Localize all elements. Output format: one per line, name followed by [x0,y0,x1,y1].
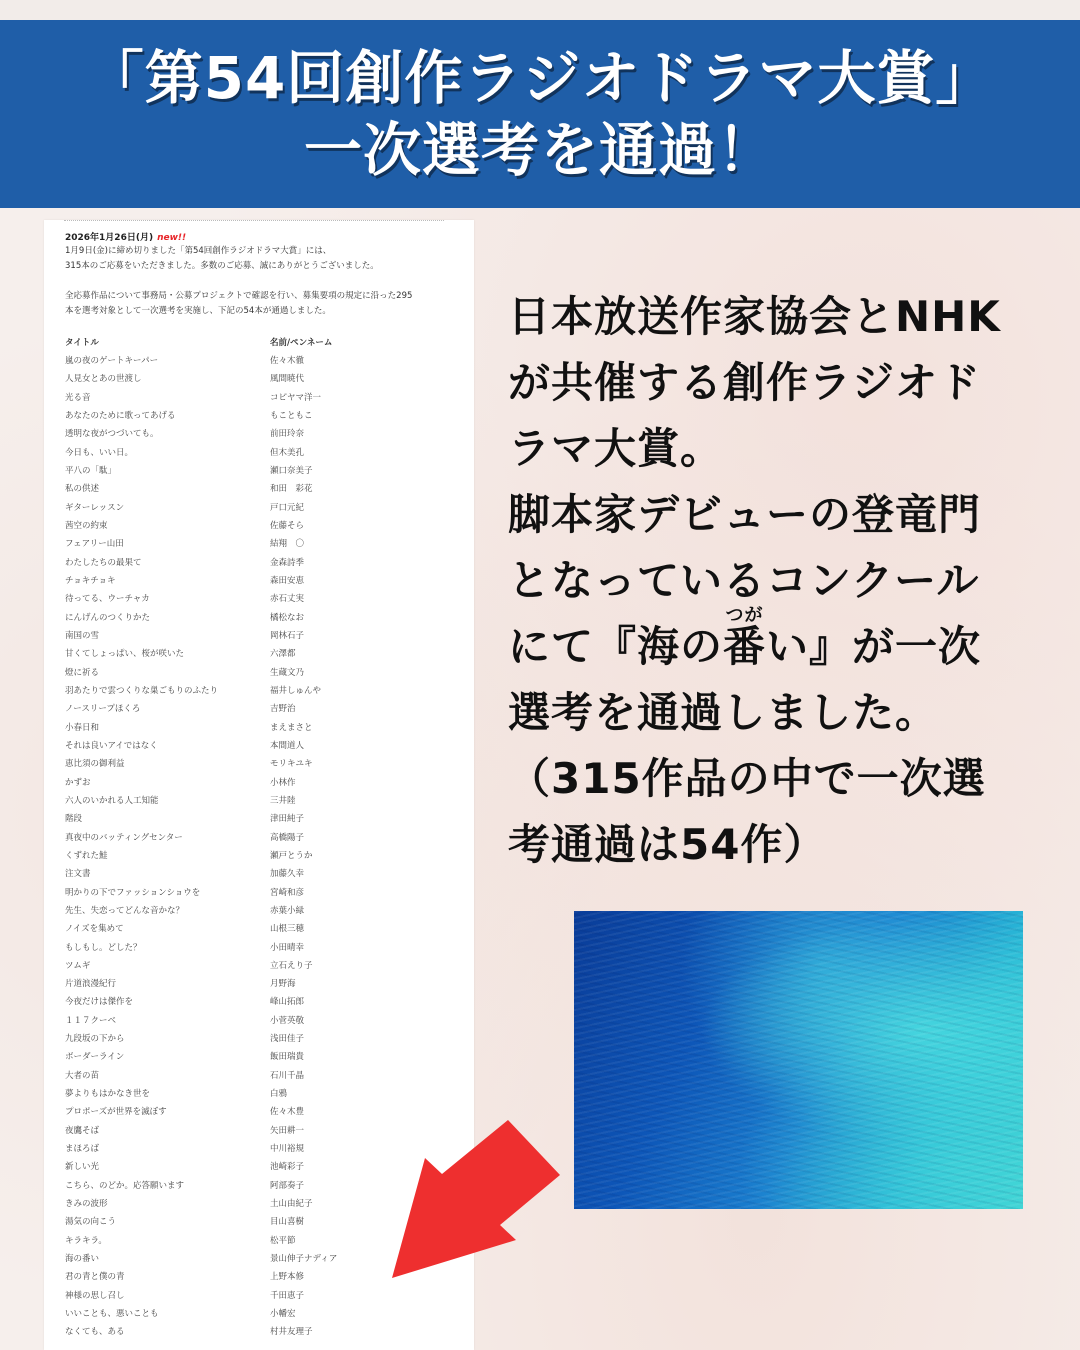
table-row [44,901,474,919]
table-row [44,919,474,937]
table-row [44,736,474,754]
table-row [44,1011,474,1029]
entry-author: コピヤマ洋一 [270,392,322,403]
entry-title: かずお [65,777,91,788]
table-row [44,608,474,626]
entry-author: 加藤久幸 [270,869,305,880]
entry-title: 今夜だけは傑作を [65,997,134,1008]
ruby-reading: つが [725,605,764,626]
entry-title: 人見女とあの世渡し [65,374,142,385]
entry-title: フェアリー山田 [65,539,124,550]
column-header-title: タイトル [65,338,99,348]
entry-author: 前田玲奈 [270,429,305,440]
entry-author: 村井友理子 [270,1327,313,1338]
entry-author: 中川裕規 [270,1144,305,1155]
entry-author: 上野本修 [270,1272,305,1283]
entry-author: 瀬口奈美子 [270,465,313,476]
entry-author: モリキユキ [270,759,313,770]
entry-author: 三井陸 [270,795,296,806]
description-line-1: 日本放送作家協会とNHK [508,292,1001,341]
entry-author: 峰山拓郎 [270,997,305,1008]
announcement-paragraph-1-line-2: 315本のご応募をいただきました。多数のご応募、誠にありがとうございました。 [65,261,379,271]
table-row [44,883,474,901]
entry-title: あなたのために歌ってあげる [65,410,176,421]
entry-title: 南国の雪 [65,630,100,641]
table-row [44,626,474,644]
table-row [44,553,474,571]
sea-photo-texture [574,911,1023,1209]
table-row [44,773,474,791]
description-text [508,284,1068,878]
announcement-paragraph-2-line-1: 全応募作品について事務局・公募プロジェクトで確認を行い、募集要項の規定に沿った295 [65,291,413,301]
entry-title: プロポーズが世界を滅ぼす [65,1107,167,1118]
entry-author: 岡林石子 [270,630,305,641]
table-row [44,828,474,846]
entry-title: 平八の「駄」 [65,465,117,476]
entry-title: 夜鷹そば [65,1125,100,1136]
table-row [44,424,474,442]
table-row [44,938,474,956]
entry-author: 松平節 [270,1235,296,1246]
entry-title: 透明な夜がつづいても。 [65,429,159,440]
entry-author: 石川千晶 [270,1070,305,1081]
entry-author: 阿部奏子 [270,1180,305,1191]
entry-author: 景山伸子ナディア [270,1254,338,1265]
entry-title: 階段 [65,814,83,825]
table-row [44,644,474,662]
entry-author: 六澤都 [270,649,296,660]
entry-title: 注文書 [65,869,91,880]
entry-title: 新しい光 [65,1162,100,1173]
announcement-date [65,230,186,243]
table-row [44,754,474,772]
description-line-6-end: い』が一次 [766,622,982,671]
entry-title: こちら、のどか。応答願います [65,1180,185,1191]
entry-title: 燈に祈る [65,667,100,678]
description-line-2: が共催する創作ラジオド [508,358,982,407]
entry-title: 真夜中のバッティングセンター [65,832,183,843]
document-divider [64,220,444,221]
entry-author: 和田 彩花 [270,484,313,495]
entry-author: 白鴉 [270,1089,288,1100]
entry-title: 明かりの下でファッションショウを [65,887,201,898]
entry-title: ボーダーライン [65,1052,125,1063]
entry-title: にんげんのつくりかた [65,612,151,623]
ruby-base: 番 [723,622,767,671]
entry-author: 目山喜樹 [270,1217,305,1228]
entry-author: 浅田佳子 [270,1034,305,1045]
entry-title: 海の番い [65,1254,100,1265]
entry-author: 風間暁代 [270,374,305,385]
entry-title: 先生、失恋ってどんな音かな？ [65,905,185,916]
banner-title-line-1: 「第54回創作ラジオドラマ大賞」 [85,44,995,112]
table-row [44,699,474,717]
description-line-6 [508,605,1068,680]
new-badge: new!! [157,233,187,243]
entry-author: 金森詩季 [270,557,305,568]
entry-author: 結翔 〇 [270,539,305,550]
announcement-date-text: 2026年1月26日(月) [65,233,154,243]
entry-title: まほろば [65,1144,100,1155]
entry-author: まえまさと [270,722,313,733]
entry-title: 茜空の約束 [65,520,108,531]
top-strip [0,0,1080,20]
table-row [44,791,474,809]
entry-author: 本間道人 [270,740,305,751]
table-row [44,809,474,827]
entry-author: 月野海 [270,979,296,990]
table-row [44,369,474,387]
table-row [44,956,474,974]
table-row [44,388,474,406]
description-line-9: 考通過は54作） [508,820,827,869]
table-row [44,479,474,497]
entry-title: 光る音 [65,392,91,403]
entry-title: わたしたちの最果て [65,557,142,568]
entry-title: 六人のいかれる人工知能 [65,795,159,806]
entry-title: くずれた鮭 [65,850,108,861]
description-line-8: （315作品の中で一次選 [508,754,986,803]
entry-title: チョキチョキ [65,575,116,586]
entry-title: 大者の苗 [65,1070,100,1081]
entry-author: 高橋陽子 [270,832,305,843]
entry-author: 但木美孔 [270,447,305,458]
table-row [44,461,474,479]
entry-author: 小幡宏 [270,1309,296,1320]
table-row [44,406,474,424]
entry-title: もしもし。どした？ [65,942,142,953]
ruby-word [723,605,767,680]
sea-photo [574,911,1023,1209]
table-row [44,663,474,681]
entry-author: 矢田耕一 [270,1125,305,1136]
table-row [44,1029,474,1047]
table-row [44,1047,474,1065]
entry-title: きみの波形 [65,1199,108,1210]
table-row [44,1084,474,1102]
entry-author: 生蔵文乃 [270,667,305,678]
entry-author: 佐々木豊 [270,1107,305,1118]
entry-author: 池崎彩子 [270,1162,305,1173]
description-line-5: となっているコンクール [508,556,980,605]
entry-author: 山根三穂 [270,924,305,935]
description-line-4: 脚本家デビューの登竜門 [508,490,982,539]
description-line-6-start: にて『海の [508,622,724,671]
entry-author: 立石えり子 [270,960,313,971]
table-row [44,498,474,516]
entry-title: ノースリープほくろ [65,704,141,715]
pointer-arrow-shape [392,1120,560,1278]
entry-title: 九段坂の下から [65,1034,125,1045]
table-row [44,1066,474,1084]
entry-title: １１７クーベ [65,1015,117,1026]
entry-author: 土山由紀子 [270,1199,313,1210]
entry-title: 嵐の夜のゲートキーパー [65,356,159,366]
announcement-paragraph-2-line-2: 本を選考対象として一次選考を実施し、下記の54本が通過しました。 [65,306,331,316]
table-row [44,974,474,992]
pointer-arrow-icon [380,1120,580,1290]
title-banner [0,20,1080,208]
entry-title: 片道浪漫紀行 [65,979,117,990]
entry-title: ノイズを集めて [65,924,124,935]
entry-title: 小春日和 [65,722,100,733]
entry-author: 飯田瑞貴 [270,1052,305,1063]
entry-title: 夢よりもはかなき世を [65,1089,151,1100]
entry-title: 甘くてしょっぱい、桜が咲いた [65,649,185,660]
table-row [44,534,474,552]
table-row [44,571,474,589]
entry-author: 佐々木徹 [270,356,305,366]
entry-title: 恵比須の御利益 [65,759,125,770]
entry-author: 赤石丈実 [270,594,305,605]
table-row [44,443,474,461]
entry-author: 宮崎和彦 [270,887,305,898]
column-header-name: 名前/ペンネーム [270,338,333,348]
announcement-paragraph-1-line-1: 1月9日(金)に締め切りました「第54回創作ラジオドラマ大賞」には、 [65,246,332,256]
entry-author: 千田恵子 [270,1290,305,1301]
table-row [44,589,474,607]
entry-author: 小菅英敬 [270,1015,305,1026]
entry-author: 森田安恵 [270,575,305,586]
entry-author: 橘松なお [270,612,305,623]
table-row [44,1322,474,1340]
description-line-3: ラマ大賞。 [508,424,724,473]
entry-title: 神様の思し召し [65,1290,125,1301]
entry-title: 待ってる、ウーチャカ [65,594,150,605]
entry-author: もこともこ [270,410,313,421]
entry-title: 君の青と僕の青 [65,1272,125,1283]
entry-title: なくても、ある [65,1327,125,1338]
entry-title: キラキラ。 [65,1235,107,1246]
entry-author: 戸口元紀 [270,502,305,513]
table-row [44,1102,474,1120]
table-row [44,864,474,882]
entry-title: 私の供述 [65,484,100,495]
entry-author: 福井しゅんや [270,685,322,696]
entry-title: いいことも、悪いことも [65,1309,159,1320]
entry-title: ツムギ [65,960,91,971]
entry-author: 小田晴幸 [270,942,305,953]
table-row [44,992,474,1010]
entry-author: 瀬戸とうか [270,850,313,861]
entry-title: 今日も、いい日。 [65,447,134,458]
description-line-7: 選考を通過しました。 [508,688,939,737]
entry-author: 吉野治 [270,704,296,715]
entry-author: 佐藤そら [270,520,305,531]
table-row [44,351,474,369]
table-row [44,681,474,699]
entry-author: 赤葉小緑 [270,905,305,916]
table-row [44,718,474,736]
entry-title: ギターレッスン [65,502,125,513]
banner-title-line-2: 一次選考を通過！ [303,116,776,184]
entry-title: それは良いアイではなく [65,740,158,751]
table-row [44,846,474,864]
table-row [44,516,474,534]
entry-author: 小林作 [270,777,296,788]
entry-title: 羽あたりで雲つくりな巣ごもりのふたり [65,685,219,696]
entry-author: 津田純子 [270,814,305,825]
table-row [44,1304,474,1322]
entry-title: 湯気の向こう [65,1217,117,1228]
